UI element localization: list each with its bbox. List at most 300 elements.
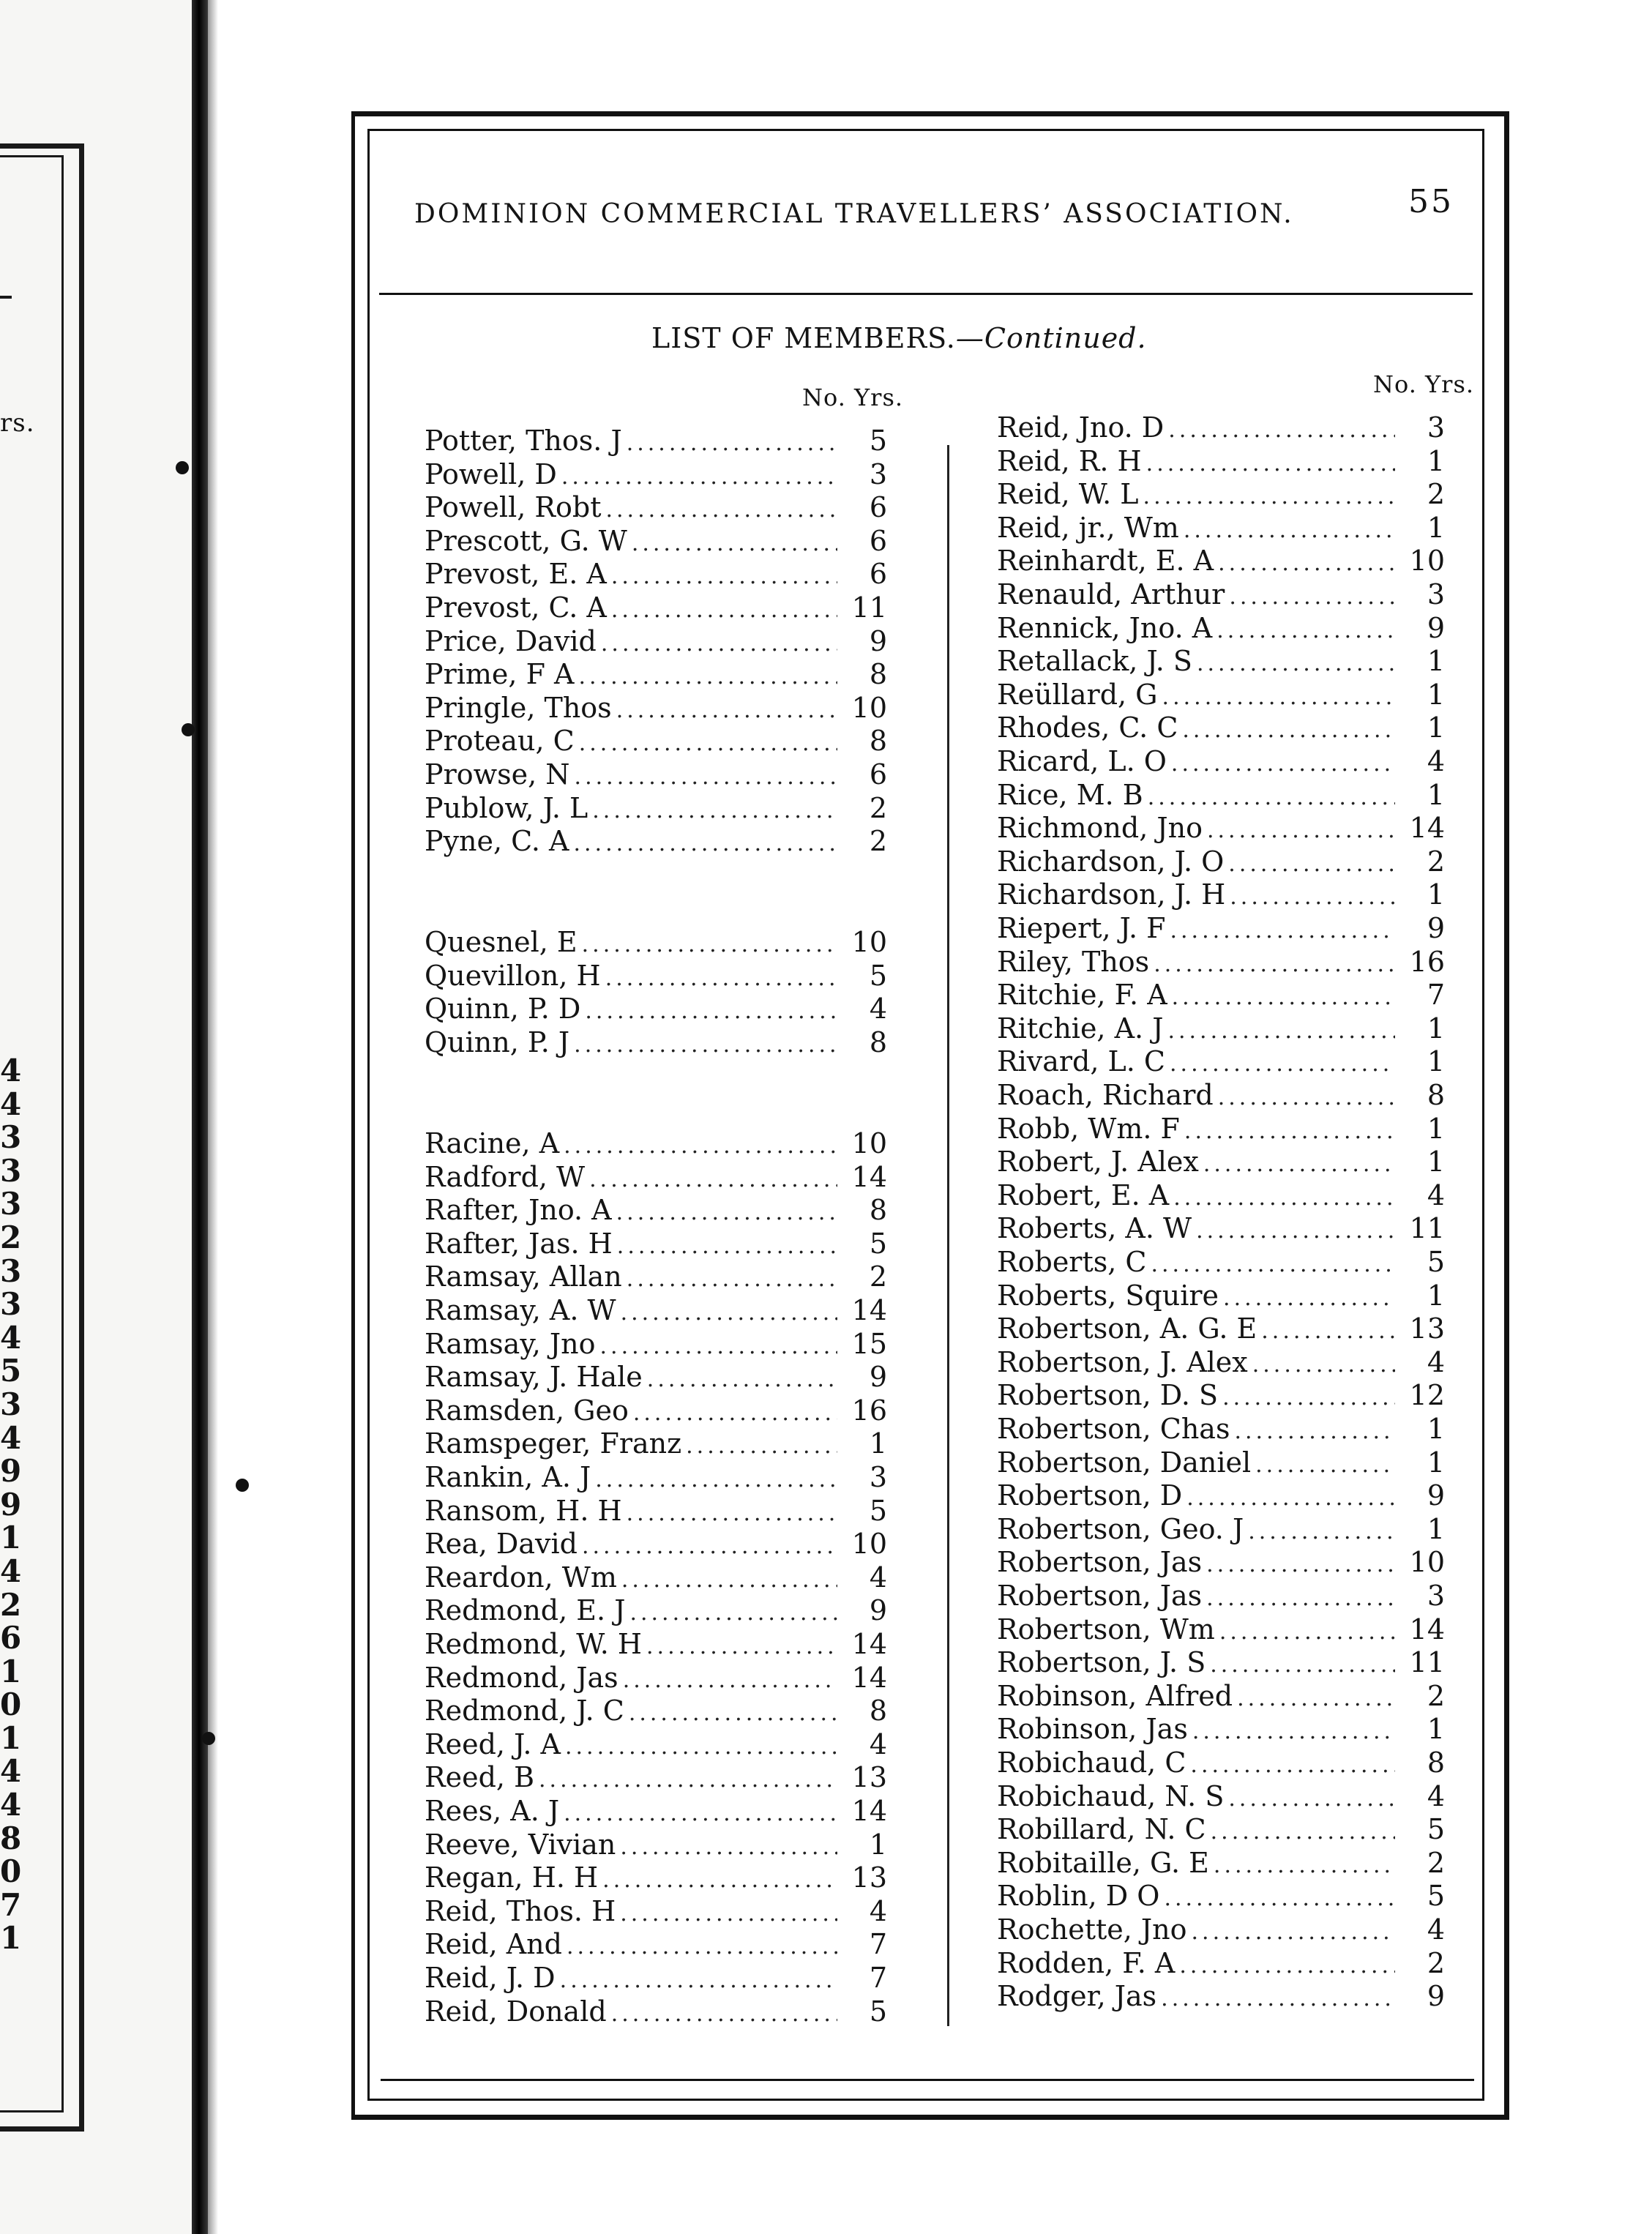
member-name: Ricard, L. O (997, 745, 1167, 777)
member-row (997, 1947, 1445, 1979)
facing-page-digit: 4 (0, 1419, 22, 1456)
member-row (425, 1662, 887, 1694)
member-years: 2 (1427, 478, 1445, 511)
dot-leader (1151, 1249, 1395, 1281)
member-row (997, 545, 1445, 577)
member-years: 4 (1427, 1345, 1445, 1378)
dot-leader (595, 1464, 837, 1496)
member-years: 10 (851, 691, 887, 724)
dot-leader (605, 494, 837, 526)
member-name: Robillard, N. C (997, 1813, 1206, 1846)
dot-leader (1192, 1916, 1395, 1949)
dot-leader (1171, 748, 1395, 780)
member-name: Richmond, Jno (997, 812, 1203, 845)
member-years: 4 (1427, 1178, 1445, 1211)
member-years: 9 (1427, 1479, 1445, 1512)
member-row (997, 1479, 1445, 1512)
member-row (425, 658, 887, 690)
member-years: 5 (869, 425, 887, 457)
member-years: 8 (1427, 1079, 1445, 1111)
member-row (997, 1312, 1445, 1345)
column-divider (947, 445, 949, 2026)
member-name: Robertson, J. Alex (997, 1345, 1248, 1378)
member-row (997, 1346, 1445, 1378)
member-years: 8 (869, 725, 887, 758)
member-years: 9 (869, 1594, 887, 1627)
dot-leader (574, 1029, 837, 1061)
member-name: Roberts, A. W (997, 1212, 1192, 1245)
member-name: Rennick, Jno. A (997, 611, 1213, 644)
member-name: Rafter, Jas. H (425, 1227, 613, 1260)
member-years: 4 (869, 1894, 887, 1927)
facing-page-digit: 9 (0, 1486, 22, 1523)
dot-leader (629, 1697, 837, 1730)
member-years: 10 (851, 1127, 887, 1159)
member-name: Rankin, A. J (425, 1461, 591, 1493)
member-name: Ramsay, Jno (425, 1327, 596, 1360)
member-row (425, 1260, 887, 1293)
member-name: Publow, J. L (425, 791, 588, 824)
member-row (997, 1246, 1445, 1278)
member-name: Reid, W. L (997, 478, 1139, 511)
member-years: 9 (1427, 611, 1445, 644)
dot-leader (611, 594, 837, 627)
dot-leader (1161, 1983, 1395, 2015)
member-years: 1 (1427, 444, 1445, 477)
member-name: Riley, Thos (997, 945, 1150, 978)
member-row (425, 525, 887, 557)
member-years: 5 (1427, 1880, 1445, 1913)
member-row (425, 1427, 887, 1460)
member-name: Roberts, Squire (997, 1279, 1219, 1312)
member-row (997, 1079, 1445, 1111)
member-row (425, 1194, 887, 1226)
member-name: Robichaud, C (997, 1747, 1186, 1779)
dot-leader (1230, 881, 1395, 914)
dot-leader (627, 1263, 837, 1296)
member-row (997, 745, 1445, 777)
member-name: Ramsay, J. Hale (425, 1361, 643, 1394)
dot-leader (1228, 848, 1395, 881)
member-years: 1 (869, 1828, 887, 1861)
member-row (997, 1613, 1445, 1645)
member-name: Roberts, C (997, 1246, 1147, 1278)
member-row (997, 1813, 1445, 1845)
member-years: 5 (869, 1227, 887, 1260)
member-years: 16 (1409, 945, 1445, 978)
member-row (997, 1279, 1445, 1312)
dot-leader (1170, 915, 1395, 947)
dot-leader (1234, 1416, 1395, 1448)
dot-leader (1143, 481, 1395, 513)
member-name: Pyne, C. A (425, 825, 569, 858)
member-row (425, 1594, 887, 1626)
member-row (997, 1980, 1445, 2012)
dot-leader (616, 695, 837, 727)
member-years: 1 (1427, 678, 1445, 711)
member-years: 6 (869, 491, 887, 524)
member-years: 5 (869, 959, 887, 992)
member-name: Ramsay, Allan (425, 1260, 622, 1293)
member-name: Prevost, E. A (425, 558, 607, 591)
dot-leader (578, 661, 837, 693)
member-years: 11 (1409, 1212, 1445, 1245)
member-name: Robertson, A. G. E (997, 1312, 1257, 1345)
member-years: 14 (1409, 812, 1445, 845)
member-name: Quevillon, H (425, 959, 601, 992)
member-name: Powell, Robt (425, 491, 602, 524)
member-name: Reed, B (425, 1761, 534, 1794)
dot-leader (1222, 1382, 1395, 1414)
facing-page-digit: 4 (0, 1787, 22, 1823)
dot-leader (582, 1531, 837, 1563)
member-row (425, 1995, 887, 2028)
member-name: Rice, M. B (997, 778, 1143, 811)
member-row (425, 692, 887, 724)
dot-leader (1206, 1583, 1395, 1615)
member-years: 9 (1427, 912, 1445, 944)
binding-stitch (176, 461, 189, 474)
dot-leader (1197, 648, 1395, 680)
dot-leader (616, 1197, 837, 1229)
member-row (997, 512, 1445, 544)
member-name: Regan, H. H (425, 1861, 599, 1894)
member-name: Reid, Donald (425, 1995, 607, 2028)
member-name: Robertson, D (997, 1479, 1183, 1512)
member-name: Prevost, C. A (425, 591, 607, 624)
facing-page-digit-column (0, 1054, 29, 1955)
dot-leader (633, 1397, 837, 1430)
member-years: 4 (1427, 745, 1445, 777)
member-years: 14 (851, 1661, 887, 1694)
member-years: 1 (1427, 1279, 1445, 1312)
member-row (425, 1294, 887, 1326)
member-row (997, 1780, 1445, 1812)
member-name: Richardson, J. O (997, 845, 1225, 878)
member-row (997, 1646, 1445, 1678)
member-name: Robertson, Daniel (997, 1446, 1252, 1479)
dot-leader (560, 1965, 837, 1997)
member-row (425, 458, 887, 490)
member-row (997, 578, 1445, 610)
dot-leader (611, 561, 837, 593)
dot-leader (629, 1597, 837, 1629)
member-row (997, 912, 1445, 944)
binding-stitch (182, 723, 195, 736)
member-row (425, 960, 887, 992)
member-row (425, 425, 887, 457)
member-row (997, 445, 1445, 477)
book-binding (192, 0, 208, 2234)
member-name: Robertson, J. S (997, 1646, 1206, 1679)
facing-page-digit: 1 (0, 1719, 22, 1756)
dot-leader (620, 1831, 837, 1864)
member-years: 6 (869, 758, 887, 791)
member-name: Reeve, Vivian (425, 1828, 616, 1861)
member-years: 11 (851, 591, 887, 624)
member-years: 8 (869, 1695, 887, 1727)
member-name: Ramspeger, Franz (425, 1427, 682, 1460)
member-row (997, 1113, 1445, 1145)
dot-leader (1184, 515, 1395, 547)
member-name: Robertson, Geo. J (997, 1512, 1244, 1545)
member-years: 1 (1427, 1713, 1445, 1746)
member-name: Ramsden, Geo (425, 1394, 629, 1427)
member-years: 4 (869, 1727, 887, 1760)
member-row (425, 591, 887, 624)
member-row (425, 1528, 887, 1560)
member-row (425, 1461, 887, 1493)
dot-leader (539, 1764, 837, 1796)
member-name: Rodger, Jas (997, 1980, 1157, 2013)
member-years: 12 (1409, 1379, 1445, 1412)
header-rule (379, 293, 1473, 295)
member-years: 2 (869, 791, 887, 824)
facing-page-rule (0, 296, 12, 299)
dot-leader (1237, 1683, 1395, 1715)
facing-page-digit: 2 (0, 1586, 22, 1623)
member-years: 1 (1427, 645, 1445, 678)
member-years: 2 (869, 825, 887, 858)
member-years: 9 (869, 624, 887, 657)
member-row (425, 558, 887, 590)
member-row (425, 1761, 887, 1793)
member-years: 11 (1409, 1646, 1445, 1679)
dot-leader (1172, 982, 1395, 1014)
member-years: 1 (1427, 1512, 1445, 1545)
member-years: 7 (869, 1962, 887, 1994)
dot-leader (627, 1498, 837, 1530)
facing-page-digit: 4 (0, 1753, 22, 1790)
dot-leader (621, 1297, 837, 1329)
member-years: 3 (869, 457, 887, 490)
member-years: 16 (851, 1394, 887, 1427)
member-name: Robertson, Chas (997, 1413, 1230, 1445)
dot-leader (1179, 1950, 1395, 1982)
facing-page-header-fragment: rs. (0, 408, 35, 438)
facing-page-digit: 4 (0, 1553, 22, 1589)
dot-leader (1207, 815, 1395, 847)
dot-leader (1162, 681, 1395, 714)
member-years: 8 (869, 658, 887, 691)
member-name: Reardon, Wm (425, 1561, 617, 1594)
dot-leader (620, 1898, 837, 1930)
member-row (997, 645, 1445, 677)
member-name: Powell, D (425, 457, 557, 490)
facing-page-digit: 3 (0, 1152, 22, 1189)
facing-page-digit: 3 (0, 1386, 22, 1422)
member-row (425, 1962, 887, 1994)
dot-leader (1170, 1048, 1395, 1080)
member-years: 13 (1409, 1312, 1445, 1345)
binding-stitch (236, 1479, 249, 1492)
member-years: 1 (1427, 511, 1445, 544)
dot-leader (1184, 1116, 1395, 1148)
member-row (425, 1861, 887, 1894)
member-name: Rees, A. J (425, 1795, 560, 1827)
dot-leader (602, 1864, 837, 1897)
member-years: 4 (869, 993, 887, 1026)
facing-page-digit: 0 (0, 1686, 22, 1723)
dot-leader (611, 1998, 837, 2031)
dot-leader (1203, 1148, 1395, 1181)
binding-shadow (208, 0, 218, 2234)
member-row (997, 1179, 1445, 1211)
dot-leader (1168, 414, 1395, 447)
member-row (997, 1546, 1445, 1578)
member-row (425, 1026, 887, 1058)
member-row (425, 1328, 887, 1360)
dot-leader (646, 1631, 837, 1663)
member-years: 1 (1427, 778, 1445, 811)
member-row (425, 1495, 887, 1527)
member-row (425, 1127, 887, 1159)
member-years: 4 (1427, 1779, 1445, 1812)
member-years: 15 (851, 1327, 887, 1360)
member-row (997, 1045, 1445, 1077)
member-years: 9 (1427, 1980, 1445, 2013)
member-name: Ritchie, F. A (997, 979, 1167, 1012)
member-years: 14 (851, 1160, 887, 1193)
dot-leader (592, 795, 837, 827)
member-name: Proteau, C (425, 725, 575, 758)
member-row (425, 926, 887, 958)
member-row (997, 1513, 1445, 1545)
dot-leader (1218, 548, 1395, 580)
member-name: Reid, Jno. D (997, 411, 1165, 444)
member-years: 6 (869, 524, 887, 557)
facing-page-digit: 1 (0, 1920, 22, 1956)
member-name: Robinson, Jas (997, 1713, 1188, 1746)
member-row (425, 1161, 887, 1193)
member-name: Reid, And (425, 1928, 562, 1961)
member-years: 7 (1427, 979, 1445, 1012)
member-years: 5 (869, 1494, 887, 1527)
member-name: Radford, W (425, 1160, 586, 1193)
dot-leader (1148, 782, 1395, 814)
member-years: 3 (1427, 1580, 1445, 1612)
member-row (425, 1394, 887, 1427)
member-row (425, 1561, 887, 1594)
member-years: 10 (1409, 1546, 1445, 1579)
dot-leader (1167, 1015, 1395, 1047)
member-name: Racine, A (425, 1127, 560, 1159)
member-row (997, 1680, 1445, 1712)
member-years: 14 (851, 1294, 887, 1326)
dot-leader (605, 963, 837, 995)
member-row (997, 1446, 1445, 1479)
member-name: Quinn, P. J (425, 1026, 570, 1058)
member-name: Rochette, Jno (997, 1913, 1187, 1946)
dot-leader (1196, 1215, 1395, 1247)
member-years: 1 (1427, 711, 1445, 744)
member-row (997, 1913, 1445, 1946)
member-name: Robb, Wm. F (997, 1112, 1180, 1145)
member-name: Robichaud, N. S (997, 1779, 1225, 1812)
member-row (997, 1747, 1445, 1779)
member-row (997, 946, 1445, 978)
dot-leader (647, 1364, 837, 1396)
member-row (997, 711, 1445, 744)
member-name: Quinn, P. D (425, 993, 581, 1026)
facing-page-digit: 6 (0, 1620, 22, 1656)
member-row (425, 1628, 887, 1660)
facing-page-digit: 3 (0, 1119, 22, 1156)
dot-leader (632, 528, 837, 560)
member-row (997, 878, 1445, 911)
member-name: Ramsay, A. W (425, 1294, 616, 1326)
member-name: Reinhardt, E. A (997, 545, 1214, 578)
column-header-right: No. Yrs. (1373, 370, 1475, 398)
dot-leader (1190, 1749, 1395, 1782)
member-row (997, 1012, 1445, 1045)
member-name: Reid, Thos. H (425, 1894, 616, 1927)
member-row (997, 1580, 1445, 1612)
dot-leader (1146, 448, 1395, 480)
dot-leader (582, 929, 837, 961)
dot-leader (1223, 1282, 1395, 1315)
member-years: 2 (1427, 1679, 1445, 1712)
member-years: 5 (1427, 1813, 1445, 1846)
facing-page-digit: 7 (0, 1886, 22, 1923)
dot-leader (621, 1564, 837, 1596)
member-row (997, 812, 1445, 844)
dot-leader (564, 1798, 837, 1830)
column-header-left: No. Yrs. (802, 384, 904, 411)
member-name: Potter, Thos. J (425, 425, 622, 457)
facing-page-digit: 8 (0, 1820, 22, 1856)
member-years: 9 (869, 1361, 887, 1394)
member-years: 5 (1427, 1246, 1445, 1278)
member-row (425, 1895, 887, 1927)
member-row (997, 1212, 1445, 1244)
dot-leader (623, 1665, 837, 1697)
facing-page-digit: 1 (0, 1653, 22, 1689)
dot-leader (1211, 1816, 1395, 1848)
member-row (425, 1828, 887, 1861)
member-years: 13 (851, 1761, 887, 1794)
dot-leader (579, 728, 837, 760)
running-header-title: DOMINION COMMERCIAL TRAVELLERS’ ASSOCIATION. (414, 199, 1294, 229)
member-years: 1 (1427, 1045, 1445, 1078)
member-years: 10 (851, 926, 887, 958)
member-name: Reid, jr., Wm (997, 511, 1179, 544)
member-name: Robertson, D. S (997, 1379, 1219, 1412)
member-row (997, 679, 1445, 711)
member-name: Ransom, H. H (425, 1494, 622, 1527)
member-years: 4 (869, 1561, 887, 1594)
member-row (425, 1728, 887, 1760)
facing-page-digit: 4 (0, 1054, 22, 1088)
member-row (425, 1695, 887, 1727)
page-number: 55 (1408, 183, 1454, 220)
list-title-main: LIST OF MEMBERS. (651, 322, 956, 354)
member-years: 14 (851, 1628, 887, 1660)
member-years: 4 (1427, 1913, 1445, 1946)
member-name: Redmond, Jas (425, 1661, 618, 1694)
bottom-rule (381, 2079, 1474, 2081)
member-years: 1 (1427, 878, 1445, 911)
member-row (997, 1413, 1445, 1445)
member-years: 2 (1427, 845, 1445, 878)
member-row (425, 491, 887, 523)
member-years: 8 (869, 1194, 887, 1227)
member-name: Pringle, Thos (425, 691, 612, 724)
facing-page-digit: 3 (0, 1186, 22, 1222)
facing-page-digit: 9 (0, 1453, 22, 1490)
member-name: Prowse, N (425, 758, 570, 791)
dot-leader (600, 1331, 838, 1363)
